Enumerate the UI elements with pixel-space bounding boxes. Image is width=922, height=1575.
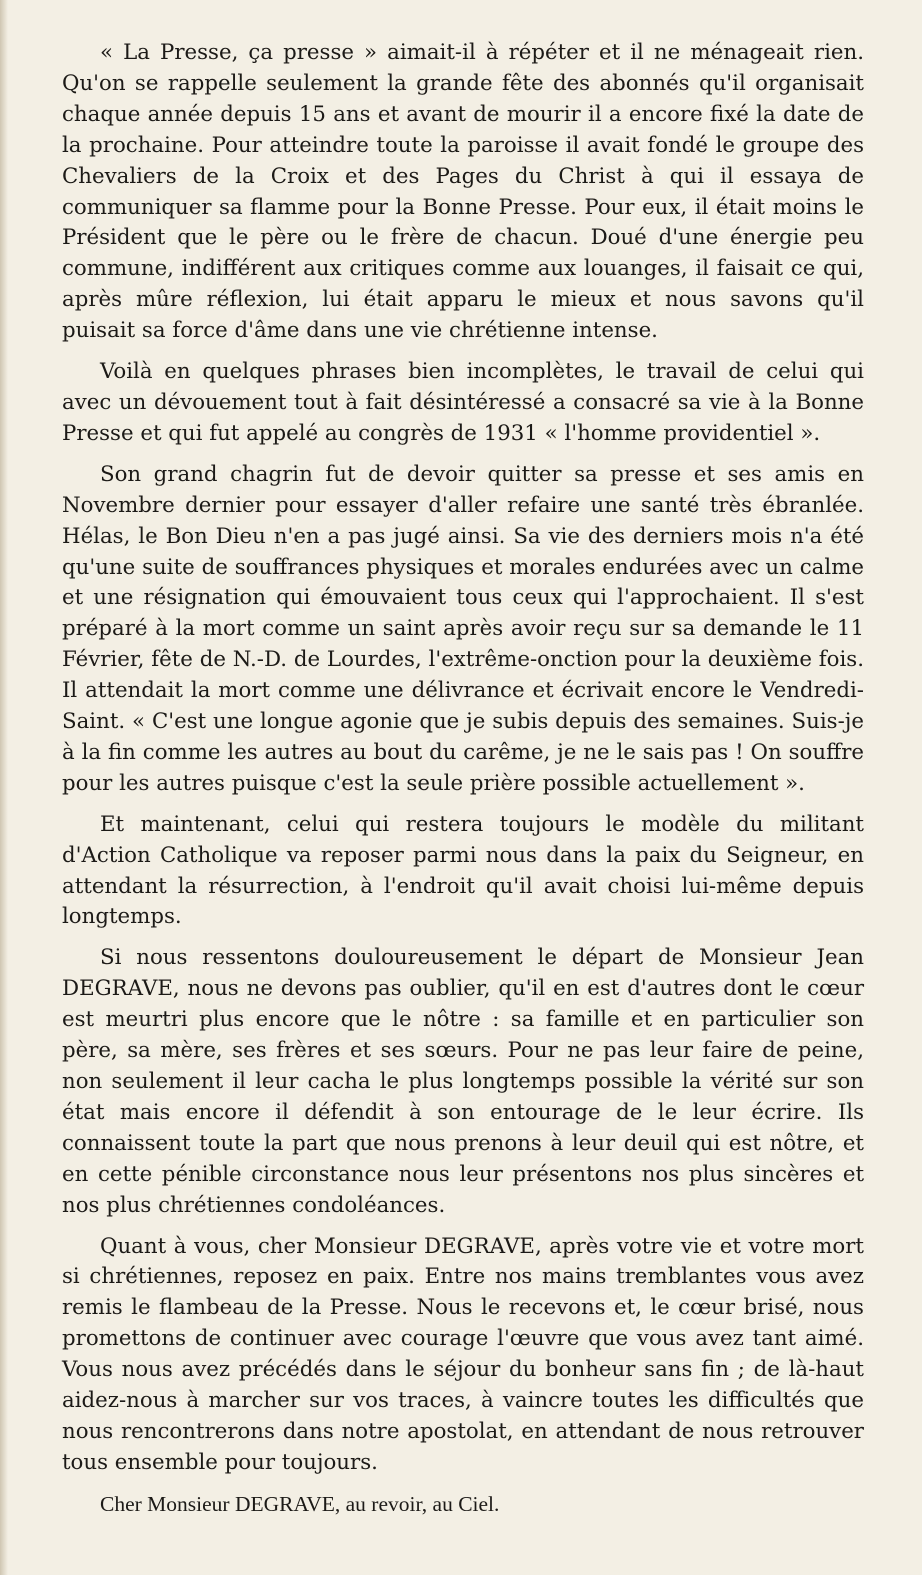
article-body — [62, 38, 864, 1530]
paragraph-et-maintenant: Et maintenant, celui qui restera toujours le modèle du militant d'Action Catholique va reposer parmi nous dans la paix du Seigneur, en attendant la résurrection, à l'endroit qu'il avait choisi lui-même depuis longtemps. — [62, 811, 864, 930]
page-edge-shadow — [0, 0, 8, 1575]
paragraph-au-revoir: Cher Monsieur DEGRAVE, au revoir, au Ciel. — [100, 1491, 500, 1516]
paragraph-condoleances: Si nous ressentons douloureusement le départ de Monsieur Jean DEGRAVE, nous ne devons pas oublier, qu'il en est d'autres dont le cœur est meurtri plus encore que le nôtre : sa famille et en particulier son père, sa mère, ses frères et ses sœurs. Pour ne pas leur faire de peine, non seulement il leur cacha le plus longtemps possible la vérité sur son état mais encore il défendit à son entourage de le leur écrire. Ils connaissent toute la part que nous prenons à leur deuil qui est nôtre, et en cette pénible circonstance nous leur présentons nos plus sincères et nos plus chrétiennes condoléances. — [62, 945, 864, 1218]
paragraph-grand-chagrin: Son grand chagrin fut de devoir quitter sa presse et ses amis en Novembre dernier pour essayer d'aller refaire une santé très ébranlée. Hélas, le Bon Dieu n'en a pas jugé ainsi. Sa vie des derniers mois n'a été qu'une suite de souffrances physiques et morales endurées avec un calme et une résignation qui émouvaient tous ceux qui l'approchaient. Il s'est préparé à la mort comme un saint après avoir reçu sur sa demande le 11 Février, fête de N.-D. de Lourdes, l'extrême-onction pour la deuxième fois. Il attendait la mort comme une délivrance et écrivait encore le Vendredi-Saint. « C'est une longue agonie que je subis depuis des semaines. Suis-je à la fin comme les autres au bout du carême, je ne le sais pas ! On souffre pour les autres puisque c'est la seule prière possible actuellement ». — [62, 461, 864, 796]
paragraph-homme-providentiel: Voilà en quelques phrases bien incomplètes, le travail de celui qui avec un dévouement tout à fait désintéressé a consacré sa vie à la Bonne Presse et qui fut appelé au congrès de 1931 « l'homme providentiel ». — [62, 359, 864, 446]
paragraph-quant-a-vous: Quant à vous, cher Monsieur DEGRAVE, après votre vie et votre mort si chrétiennes, reposez en paix. Entre nos mains tremblantes vous avez remis le flambeau de la Presse. Nous le recevons et, le cœur brisé, nous promettons de continuer avec courage l'œuvre que vous avez tant aimé. Vous nous avez précédés dans le séjour du bonheur sans fin ; de là-haut aidez-nous à marcher sur vos traces, à vaincre toutes les difficultés que nous rencontrerons dans notre apostolat, en attendant de nous retrouver tous ensemble pour toujours. — [62, 1233, 864, 1475]
paragraph-presse-ca-presse: « La Presse, ça presse » aimait-il à répéter et il ne ménageait rien. Qu'on se rappelle seulement la grande fête des abonnés qu'il organisait chaque année depuis 15 ans et avant de mourir il a encore fixé la date de la prochaine. Pour atteindre toute la paroisse il avait fondé le groupe des Chevaliers de la Croix et des Pages du Christ à qui il essaya de communiquer sa flamme pour la Bonne Presse. Pour eux, il était moins le Président que le père ou le frère de chacun. Doué d'une énergie peu commune, indifférent aux critiques comme aux louanges, il faisait ce qui, après mûre réflexion, lui était apparu le mieux et nous savons qu'il puisait sa force d'âme dans une vie chrétienne intense. — [62, 40, 864, 344]
